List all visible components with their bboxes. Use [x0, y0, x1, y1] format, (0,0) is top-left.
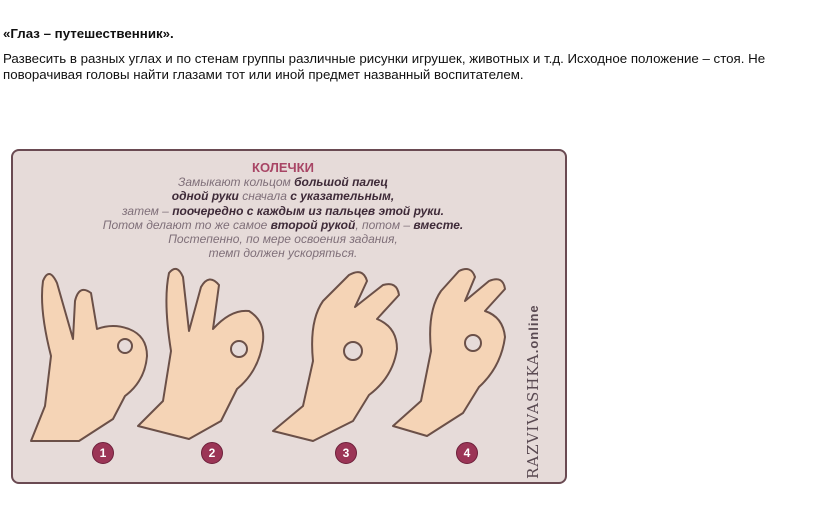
hand-illustration-3 — [273, 272, 399, 441]
step-badge-4: 4 — [456, 442, 478, 464]
step-badge-3: 3 — [335, 442, 357, 464]
hand-illustrations — [13, 151, 565, 482]
brand-main: RAZVIVASHKA — [524, 353, 542, 479]
exercise-title: «Глаз – путешественник». — [3, 26, 174, 41]
instruction-line-2: одной руки сначала с указательным, — [171, 189, 395, 204]
finger-rings-card — [11, 149, 567, 484]
instruction-line-4: Потом делают то же самое второй рукой, потом – вместе. — [102, 217, 464, 232]
hand-illustration-2 — [138, 269, 263, 439]
step-badge-2: 2 — [201, 442, 223, 464]
brand-domain: .online — [526, 304, 541, 354]
instruction-line-1: Замыкают кольцом большой палец — [178, 175, 388, 190]
instruction-line-6: темп должен ускоряться. — [208, 246, 358, 261]
brand-watermark — [524, 304, 542, 479]
exercise-description: Развесить в разных углах и по стенам группы различные рисунки игрушек, животных и т.д. Исходное положение – стоя. Не поворачивая головы найти глазами тот или иной предмет названный воспитателем. — [3, 51, 766, 82]
hand-illustration-1 — [31, 274, 147, 441]
instruction-line-3: затем – поочередно с каждым из пальцев этой руки. — [121, 203, 445, 218]
hand-illustration-4 — [393, 269, 505, 436]
step-badge-1: 1 — [92, 442, 114, 464]
card-heading: КОЛЕЧКИ — [252, 160, 314, 175]
instruction-line-5: Постепенно, по мере освоения задания, — [168, 232, 398, 247]
